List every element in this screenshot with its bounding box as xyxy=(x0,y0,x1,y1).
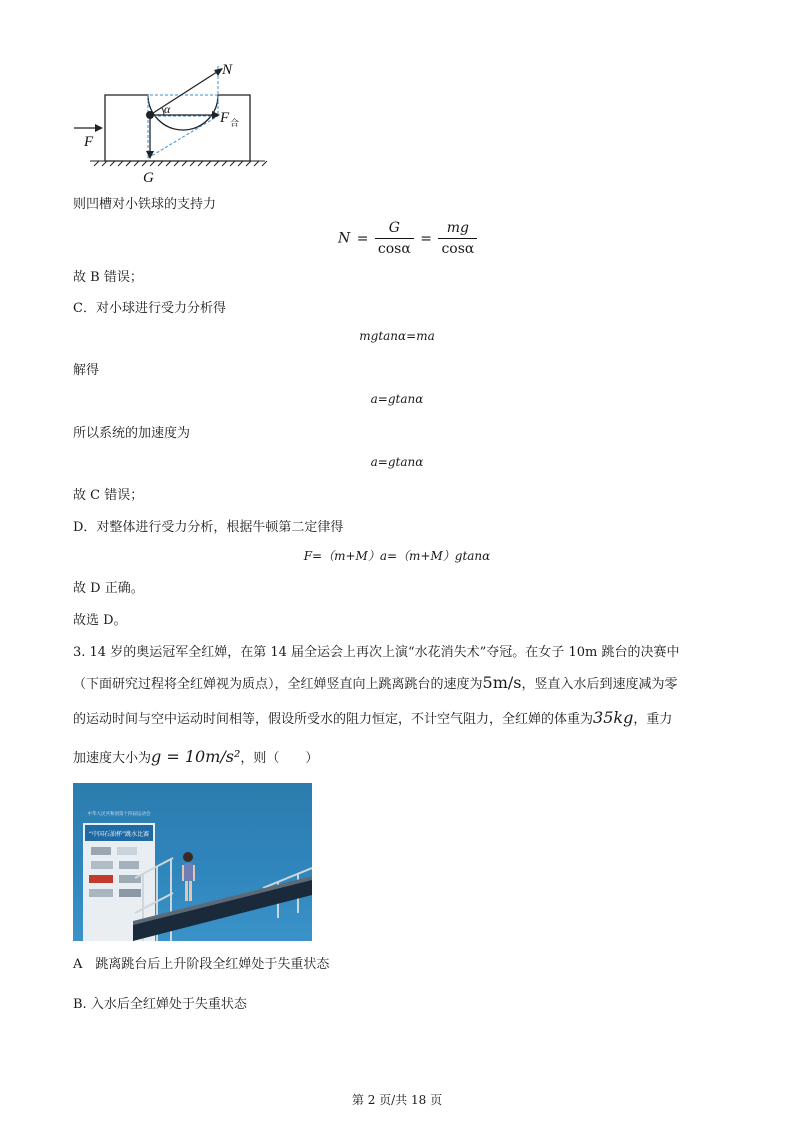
q3-line4-c: ，则（ ） xyxy=(240,751,319,766)
text-system-acceleration: 所以系统的加速度为 xyxy=(73,426,191,441)
question-3-line-1: 3. 14 岁的奥运冠军全红婵，在第 14 届全运会上再次上演“水花消失术”夺冠。在女子 10m 跳台的决赛中 xyxy=(73,645,680,660)
question-3-line-3 xyxy=(73,708,672,727)
q3-line2-c: ，竖直入水后到速度减为零 xyxy=(521,677,678,692)
equation-a-2: a=gtanα xyxy=(370,455,424,469)
equation-mgtan: mgtanα=ma xyxy=(359,329,435,343)
q3-line4-a: 加速度大小为 xyxy=(73,751,152,766)
eq1-equals: = xyxy=(356,230,369,247)
equation-a-1: a=gtanα xyxy=(370,392,424,406)
option-b: B. 入水后全红婵处于失重状态 xyxy=(73,997,247,1012)
force-diagram xyxy=(70,58,270,188)
question-3-line-2 xyxy=(73,673,677,692)
text-d-correct: 故 D 正确。 xyxy=(73,581,144,596)
text-solve: 解得 xyxy=(73,363,100,378)
label-F-he-sub: 合 xyxy=(230,119,240,129)
eq1-num2: mg xyxy=(438,218,477,239)
label-G: G xyxy=(143,170,154,186)
eq1-lhs: N xyxy=(338,230,351,247)
q3-line3-c: ，重力 xyxy=(633,712,673,727)
question-3-line-4 xyxy=(73,747,318,766)
groove-block xyxy=(105,95,250,161)
diver-figure xyxy=(182,852,195,901)
equation-newton: F=（m+M）a=（m+M）gtanα xyxy=(303,549,491,563)
eq1-den1: cosα xyxy=(377,241,411,257)
option-a: A 跳离跳台后上升阶段全红婵处于失重状态 xyxy=(73,957,330,972)
page-footer: 第 2 页/共 18 页 xyxy=(351,1093,443,1107)
q3-line3-a: 的运动时间与空中运动时间相等，假设所受水的阻力恒定，不计空气阻力，全红婵的体重为 xyxy=(73,712,594,727)
eq1-equals-2: = xyxy=(420,230,432,247)
eq1-fraction-1 xyxy=(375,218,414,259)
q3-speed: 5m/s xyxy=(482,673,522,692)
q3-mass: 35kg xyxy=(593,708,634,727)
label-alpha: α xyxy=(164,102,171,116)
photo-banner-line1: 中华人民共和国第十四届运动会 xyxy=(87,812,151,817)
eq1-den2: cosα xyxy=(441,241,475,257)
eq1-num1: G xyxy=(375,218,414,239)
q3-line2-a: （下面研究过程将全红婵视为质点），全红婵竖直向上跳离跳台的速度为 xyxy=(73,677,483,692)
text-support-force: 则凹槽对小铁球的支持力 xyxy=(73,197,217,212)
text-b-wrong: 故 B 错误； xyxy=(73,270,143,285)
dashed-lines xyxy=(148,66,218,158)
text-c-wrong: 故 C 错误； xyxy=(73,488,144,503)
label-F: F xyxy=(84,134,94,150)
diving-photo xyxy=(73,783,312,941)
label-N: N xyxy=(222,62,233,78)
equation-normal-force xyxy=(338,218,477,259)
eq1-fraction-2 xyxy=(438,218,477,259)
q3-gravity: g = 10m/s² xyxy=(151,747,241,766)
text-c-analysis: C．对小球进行受力分析得 xyxy=(73,301,226,316)
photo-banner-line2: “中国石油杯”跳水比赛 xyxy=(88,831,150,838)
label-F-he: F xyxy=(220,110,230,126)
ground xyxy=(90,161,267,166)
text-answer-d: 故选 D。 xyxy=(73,613,127,628)
text-d-analysis: D．对整体进行受力分析，根据牛顿第二定律得 xyxy=(73,520,344,535)
